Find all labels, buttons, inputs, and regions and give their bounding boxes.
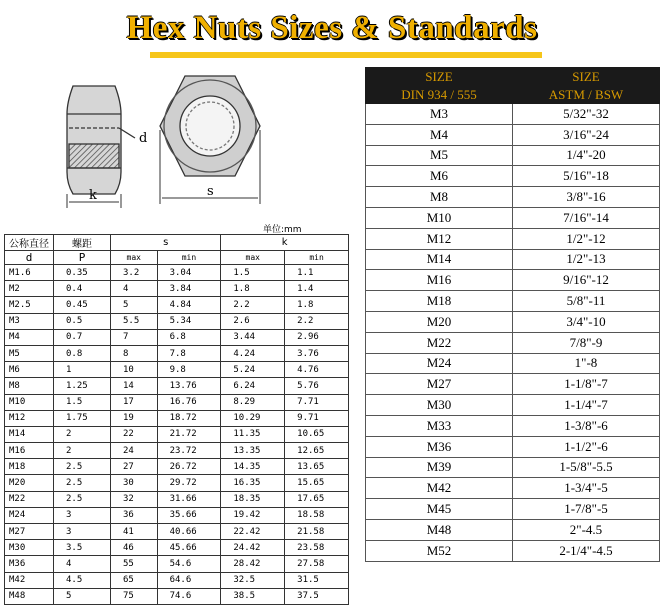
table-row bbox=[5, 556, 349, 572]
table-cell: 32.5 bbox=[221, 572, 285, 588]
table-cell: 75 bbox=[111, 588, 158, 604]
table-cell: 5.76 bbox=[285, 378, 349, 394]
table-cell: 65 bbox=[111, 572, 158, 588]
astm-size-cell: 1/4"-20 bbox=[513, 145, 660, 166]
table-row bbox=[5, 572, 349, 588]
table-cell: 14.35 bbox=[221, 459, 285, 475]
astm-size-cell: 1-1/8"-7 bbox=[513, 374, 660, 395]
table-cell: 1.8 bbox=[285, 297, 349, 313]
table-row bbox=[5, 362, 349, 378]
table-cell: 22.42 bbox=[221, 524, 285, 540]
table-cell: 8 bbox=[111, 345, 158, 361]
table-cell: 17 bbox=[111, 394, 158, 410]
table-cell: 1.8 bbox=[221, 281, 285, 297]
din-size-cell: M18 bbox=[366, 291, 513, 312]
table-cell: 23.58 bbox=[285, 540, 349, 556]
table-cell: 54.6 bbox=[157, 556, 221, 572]
table-cell: 7 bbox=[111, 329, 158, 345]
table-cell: M30 bbox=[5, 540, 54, 556]
table-cell: M2.5 bbox=[5, 297, 54, 313]
table-cell: 9.71 bbox=[285, 410, 349, 426]
table-cell: M3 bbox=[5, 313, 54, 329]
table-cell: 18.72 bbox=[157, 410, 221, 426]
subheader-s-max: max bbox=[111, 251, 158, 265]
table-cell: 11.35 bbox=[221, 426, 285, 442]
table-row bbox=[5, 443, 349, 459]
table-cell: 26.72 bbox=[157, 459, 221, 475]
din-size-cell: M27 bbox=[366, 374, 513, 395]
astm-size-cell: 1-3/8"-6 bbox=[513, 415, 660, 436]
subheader-p: P bbox=[54, 251, 111, 265]
table-cell: M1.6 bbox=[5, 265, 54, 281]
table-cell: 13.35 bbox=[221, 443, 285, 459]
size-header-row bbox=[366, 68, 660, 86]
table-cell: M22 bbox=[5, 491, 54, 507]
table-cell: 4 bbox=[54, 556, 111, 572]
table-row bbox=[5, 265, 349, 281]
table-subheader-row bbox=[5, 251, 349, 265]
table-cell: M12 bbox=[5, 410, 54, 426]
table-row bbox=[5, 426, 349, 442]
size-row bbox=[366, 291, 660, 312]
table-cell: 1.4 bbox=[285, 281, 349, 297]
table-cell: 1.1 bbox=[285, 265, 349, 281]
table-cell: 28.42 bbox=[221, 556, 285, 572]
size-row bbox=[366, 332, 660, 353]
table-header-row bbox=[5, 235, 349, 251]
table-cell: 5 bbox=[54, 588, 111, 604]
din-size-cell: M30 bbox=[366, 395, 513, 416]
table-cell: 3.44 bbox=[221, 329, 285, 345]
table-cell: M20 bbox=[5, 475, 54, 491]
table-cell: M36 bbox=[5, 556, 54, 572]
table-cell: 2 bbox=[54, 443, 111, 459]
table-cell: 29.72 bbox=[157, 475, 221, 491]
table-cell: 1.5 bbox=[54, 394, 111, 410]
table-row bbox=[5, 524, 349, 540]
table-cell: 4.76 bbox=[285, 362, 349, 378]
table-cell: 15.65 bbox=[285, 475, 349, 491]
top-view bbox=[160, 76, 260, 176]
din-size-cell: M6 bbox=[366, 166, 513, 187]
astm-size-cell: 1-5/8"-5.5 bbox=[513, 457, 660, 478]
header-nominal-diameter: 公称直径 bbox=[5, 235, 54, 251]
table-cell: 4 bbox=[111, 281, 158, 297]
table-cell: 0.8 bbox=[54, 345, 111, 361]
table-cell: M48 bbox=[5, 588, 54, 604]
table-cell: 38.5 bbox=[221, 588, 285, 604]
astm-size-cell: 9/16"-12 bbox=[513, 270, 660, 291]
table-cell: 17.65 bbox=[285, 491, 349, 507]
table-cell: 4.24 bbox=[221, 345, 285, 361]
table-cell: 41 bbox=[111, 524, 158, 540]
table-cell: 0.35 bbox=[54, 265, 111, 281]
header-din-standard: DIN 934 / 555 bbox=[366, 86, 513, 104]
astm-size-cell: 3/4"-10 bbox=[513, 311, 660, 332]
size-row bbox=[366, 415, 660, 436]
din-size-cell: M48 bbox=[366, 519, 513, 540]
table-cell: 46 bbox=[111, 540, 158, 556]
table-cell: 10 bbox=[111, 362, 158, 378]
table-cell: 5.34 bbox=[157, 313, 221, 329]
size-row bbox=[366, 395, 660, 416]
header-k: k bbox=[221, 235, 349, 251]
size-row bbox=[366, 145, 660, 166]
table-cell: 2.2 bbox=[221, 297, 285, 313]
table-cell: 12.65 bbox=[285, 443, 349, 459]
size-row bbox=[366, 499, 660, 520]
table-cell: 7.8 bbox=[157, 345, 221, 361]
astm-size-cell: 5/32"-32 bbox=[513, 104, 660, 125]
page-title: Hex Nuts Sizes & Standards bbox=[126, 10, 538, 46]
table-cell: 5.5 bbox=[111, 313, 158, 329]
table-cell: 5 bbox=[111, 297, 158, 313]
table-cell: 21.72 bbox=[157, 426, 221, 442]
table-cell: 4.84 bbox=[157, 297, 221, 313]
din-size-cell: M20 bbox=[366, 311, 513, 332]
table-cell: 10.29 bbox=[221, 410, 285, 426]
size-row bbox=[366, 519, 660, 540]
din-size-cell: M42 bbox=[366, 478, 513, 499]
table-cell: 6.24 bbox=[221, 378, 285, 394]
table-cell: 32 bbox=[111, 491, 158, 507]
table-cell: 2.5 bbox=[54, 491, 111, 507]
table-cell: 64.6 bbox=[157, 572, 221, 588]
size-standards-table bbox=[365, 67, 660, 562]
header-size-din: SIZE bbox=[366, 68, 513, 86]
table-cell: 4.5 bbox=[54, 572, 111, 588]
din-size-cell: M39 bbox=[366, 457, 513, 478]
astm-size-cell: 3/16"-24 bbox=[513, 124, 660, 145]
astm-size-cell: 2"-4.5 bbox=[513, 519, 660, 540]
table-cell: 74.6 bbox=[157, 588, 221, 604]
table-cell: 3.2 bbox=[111, 265, 158, 281]
table-cell: 45.66 bbox=[157, 540, 221, 556]
table-cell: 22 bbox=[111, 426, 158, 442]
label-k: k bbox=[89, 188, 97, 203]
table-cell: 31.66 bbox=[157, 491, 221, 507]
label-d: d bbox=[139, 131, 148, 146]
table-row bbox=[5, 297, 349, 313]
table-cell: M10 bbox=[5, 394, 54, 410]
table-cell: 0.5 bbox=[54, 313, 111, 329]
table-cell: 36 bbox=[111, 507, 158, 523]
astm-size-cell: 1-1/4"-7 bbox=[513, 395, 660, 416]
table-cell: 14 bbox=[111, 378, 158, 394]
table-row bbox=[5, 588, 349, 604]
astm-size-cell: 2-1/4"-4.5 bbox=[513, 540, 660, 561]
table-cell: 1.75 bbox=[54, 410, 111, 426]
table-cell: 16.76 bbox=[157, 394, 221, 410]
unit-label: 单位:mm bbox=[263, 225, 302, 235]
din-size-cell: M5 bbox=[366, 145, 513, 166]
table-row bbox=[5, 378, 349, 394]
table-cell: 10.65 bbox=[285, 426, 349, 442]
table-cell: 18.58 bbox=[285, 507, 349, 523]
astm-size-cell: 1/2"-13 bbox=[513, 249, 660, 270]
astm-size-cell: 1-3/4"-5 bbox=[513, 478, 660, 499]
table-cell: M24 bbox=[5, 507, 54, 523]
header-s: s bbox=[111, 235, 221, 251]
size-row bbox=[366, 249, 660, 270]
table-row bbox=[5, 475, 349, 491]
din-size-cell: M52 bbox=[366, 540, 513, 561]
table-cell: 1.5 bbox=[221, 265, 285, 281]
table-cell: 16.35 bbox=[221, 475, 285, 491]
table-row bbox=[5, 491, 349, 507]
din-size-cell: M36 bbox=[366, 436, 513, 457]
din-size-cell: M4 bbox=[366, 124, 513, 145]
subheader-s-min: min bbox=[157, 251, 221, 265]
table-cell: M8 bbox=[5, 378, 54, 394]
size-row bbox=[366, 207, 660, 228]
table-cell: M5 bbox=[5, 345, 54, 361]
din-size-cell: M3 bbox=[366, 104, 513, 125]
table-cell: 23.72 bbox=[157, 443, 221, 459]
table-cell: 1.25 bbox=[54, 378, 111, 394]
din-size-cell: M16 bbox=[366, 270, 513, 291]
table-cell: 0.4 bbox=[54, 281, 111, 297]
table-cell: 5.24 bbox=[221, 362, 285, 378]
table-row bbox=[5, 313, 349, 329]
table-cell: M14 bbox=[5, 426, 54, 442]
table-cell: M4 bbox=[5, 329, 54, 345]
subheader-d: d bbox=[5, 251, 54, 265]
table-cell: 37.5 bbox=[285, 588, 349, 604]
din-size-cell: M12 bbox=[366, 228, 513, 249]
table-cell: 30 bbox=[111, 475, 158, 491]
table-cell: 0.7 bbox=[54, 329, 111, 345]
table-cell: 55 bbox=[111, 556, 158, 572]
table-cell: 6.8 bbox=[157, 329, 221, 345]
size-row bbox=[366, 270, 660, 291]
table-cell: 2.2 bbox=[285, 313, 349, 329]
table-cell: 19.42 bbox=[221, 507, 285, 523]
title-underline bbox=[150, 52, 542, 58]
table-cell: 27 bbox=[111, 459, 158, 475]
astm-size-cell: 5/8"-11 bbox=[513, 291, 660, 312]
table-cell: 3.76 bbox=[285, 345, 349, 361]
table-cell: 2.5 bbox=[54, 475, 111, 491]
size-row bbox=[366, 104, 660, 125]
table-cell: 35.66 bbox=[157, 507, 221, 523]
table-cell: 21.58 bbox=[285, 524, 349, 540]
table-cell: 1 bbox=[54, 362, 111, 378]
table-cell: 2.5 bbox=[54, 459, 111, 475]
table-cell: 3.84 bbox=[157, 281, 221, 297]
subheader-k-max: max bbox=[221, 251, 285, 265]
table-cell: M16 bbox=[5, 443, 54, 459]
header-pitch: 螺距 bbox=[54, 235, 111, 251]
table-cell: 13.65 bbox=[285, 459, 349, 475]
din-size-cell: M45 bbox=[366, 499, 513, 520]
table-cell: M2 bbox=[5, 281, 54, 297]
table-cell: 24.42 bbox=[221, 540, 285, 556]
table-row bbox=[5, 507, 349, 523]
size-row bbox=[366, 228, 660, 249]
size-row bbox=[366, 478, 660, 499]
table-cell: 9.8 bbox=[157, 362, 221, 378]
metric-dimensions-table bbox=[4, 234, 349, 605]
table-cell: 7.71 bbox=[285, 394, 349, 410]
table-cell: 19 bbox=[111, 410, 158, 426]
astm-size-cell: 7/16"-14 bbox=[513, 207, 660, 228]
table-row bbox=[5, 410, 349, 426]
astm-size-cell: 1"-8 bbox=[513, 353, 660, 374]
table-cell: M18 bbox=[5, 459, 54, 475]
table-cell: 40.66 bbox=[157, 524, 221, 540]
size-row bbox=[366, 187, 660, 208]
din-size-cell: M14 bbox=[366, 249, 513, 270]
label-s: s bbox=[207, 184, 214, 199]
table-cell: 3.04 bbox=[157, 265, 221, 281]
size-row bbox=[366, 124, 660, 145]
subheader-k-min: min bbox=[285, 251, 349, 265]
table-cell: 2.96 bbox=[285, 329, 349, 345]
astm-size-cell: 1-7/8"-5 bbox=[513, 499, 660, 520]
size-row bbox=[366, 436, 660, 457]
standard-header-row bbox=[366, 86, 660, 104]
din-size-cell: M22 bbox=[366, 332, 513, 353]
size-row bbox=[366, 374, 660, 395]
table-cell: 2.6 bbox=[221, 313, 285, 329]
table-cell: 0.45 bbox=[54, 297, 111, 313]
size-row bbox=[366, 457, 660, 478]
table-cell: 13.76 bbox=[157, 378, 221, 394]
astm-size-cell: 1-1/2"-6 bbox=[513, 436, 660, 457]
din-size-cell: M24 bbox=[366, 353, 513, 374]
table-cell: 3.5 bbox=[54, 540, 111, 556]
table-cell: 8.29 bbox=[221, 394, 285, 410]
table-row bbox=[5, 540, 349, 556]
table-row bbox=[5, 394, 349, 410]
table-row bbox=[5, 281, 349, 297]
table-row bbox=[5, 459, 349, 475]
hex-nut-drawing bbox=[55, 68, 285, 208]
header-size-astm: SIZE bbox=[513, 68, 660, 86]
astm-size-cell: 5/16"-18 bbox=[513, 166, 660, 187]
din-size-cell: M33 bbox=[366, 415, 513, 436]
table-cell: M27 bbox=[5, 524, 54, 540]
table-cell: 3 bbox=[54, 524, 111, 540]
side-view bbox=[67, 86, 135, 194]
astm-size-cell: 3/8"-16 bbox=[513, 187, 660, 208]
din-size-cell: M10 bbox=[366, 207, 513, 228]
header-astm-standard: ASTM / BSW bbox=[513, 86, 660, 104]
din-size-cell: M8 bbox=[366, 187, 513, 208]
astm-size-cell: 7/8"-9 bbox=[513, 332, 660, 353]
size-row bbox=[366, 311, 660, 332]
table-cell: 27.58 bbox=[285, 556, 349, 572]
table-cell: M42 bbox=[5, 572, 54, 588]
size-row bbox=[366, 353, 660, 374]
astm-size-cell: 1/2"-12 bbox=[513, 228, 660, 249]
table-row bbox=[5, 345, 349, 361]
table-cell: M6 bbox=[5, 362, 54, 378]
table-cell: 2 bbox=[54, 426, 111, 442]
table-cell: 31.5 bbox=[285, 572, 349, 588]
size-row bbox=[366, 540, 660, 561]
table-cell: 24 bbox=[111, 443, 158, 459]
size-row bbox=[366, 166, 660, 187]
table-cell: 3 bbox=[54, 507, 111, 523]
table-cell: 18.35 bbox=[221, 491, 285, 507]
table-row bbox=[5, 329, 349, 345]
